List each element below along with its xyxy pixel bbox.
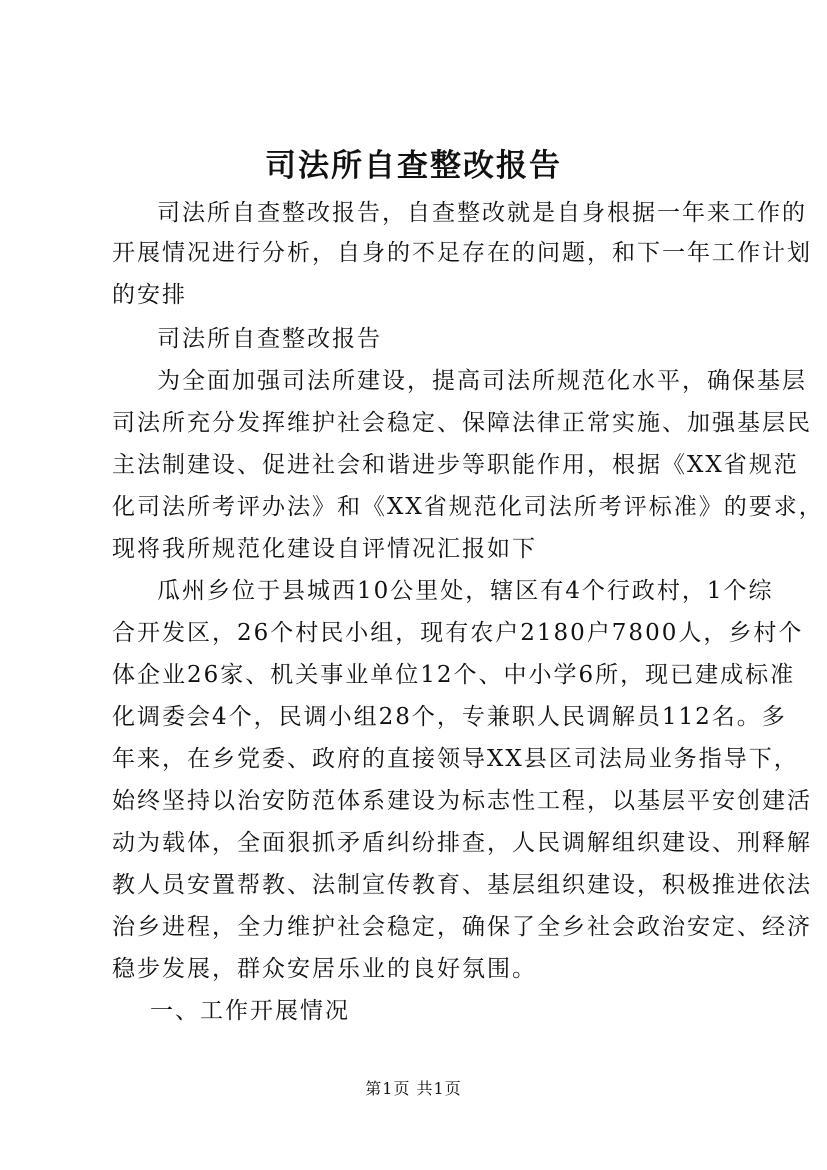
paragraph-line: 稳步发展，群众安居乐业的良好氛围。 bbox=[112, 956, 537, 982]
paragraph-line: 现将我所规范化建设自评情况汇报如下 bbox=[112, 536, 537, 562]
paragraph-line: 年来，在乡党委、政府的直接领导XX县区司法局业务指导下， bbox=[112, 746, 799, 772]
paragraph-line: 体企业26家、机关事业单位12个、中小学6所，现已建成标准 bbox=[112, 662, 796, 688]
paragraph-line: 合开发区，26个村民小组，现有农户2180户7800人，乡村个 bbox=[112, 620, 804, 646]
paragraph-line: 化司法所考评办法》和《XX省规范化司法所考评标准》的要求， bbox=[112, 494, 824, 520]
paragraph-line: 瓜州乡位于县城西10公里处，辖区有4个行政村，1个综 bbox=[157, 578, 774, 604]
page-number-footer: 第1页 共1页 bbox=[365, 1079, 462, 1098]
paragraph-line: 始终坚持以治安防范体系建设为标志性工程，以基层平安创建活 bbox=[112, 788, 812, 814]
paragraph-line: 司法所充分发挥维护社会稳定、保障法律正常实施、加强基层民 bbox=[112, 410, 812, 436]
section-heading: 一、工作开展情况 bbox=[150, 998, 350, 1024]
paragraph-line: 治乡进程，全力维护社会稳定，确保了全乡社会政治安定、经济 bbox=[112, 914, 812, 940]
paragraph-line: 的安排 bbox=[112, 282, 187, 308]
paragraph-line: 开展情况进行分析，自身的不足存在的问题，和下一年工作计划 bbox=[112, 240, 812, 266]
section-title-line: 司法所自查整改报告 bbox=[157, 326, 382, 352]
paragraph-line: 教人员安置帮教、法制宣传教育、基层组织建设，积极推进依法 bbox=[112, 872, 812, 898]
paragraph-line: 司法所自查整改报告，自查整改就是自身根据一年来工作的 bbox=[157, 200, 807, 226]
paragraph-line: 为全面加强司法所建设，提高司法所规范化水平，确保基层 bbox=[157, 368, 807, 394]
paragraph-line: 化调委会4个，民调小组28个，专兼职人民调解员112名。多 bbox=[112, 704, 787, 730]
document-title: 司法所自查整改报告 bbox=[265, 148, 562, 184]
paragraph-line: 主法制建设、促进社会和谐进步等职能作用，根据《XX省规范 bbox=[112, 452, 799, 478]
paragraph-line: 动为载体，全面狠抓矛盾纠纷排查，人民调解组织建设、刑释解 bbox=[112, 830, 812, 856]
